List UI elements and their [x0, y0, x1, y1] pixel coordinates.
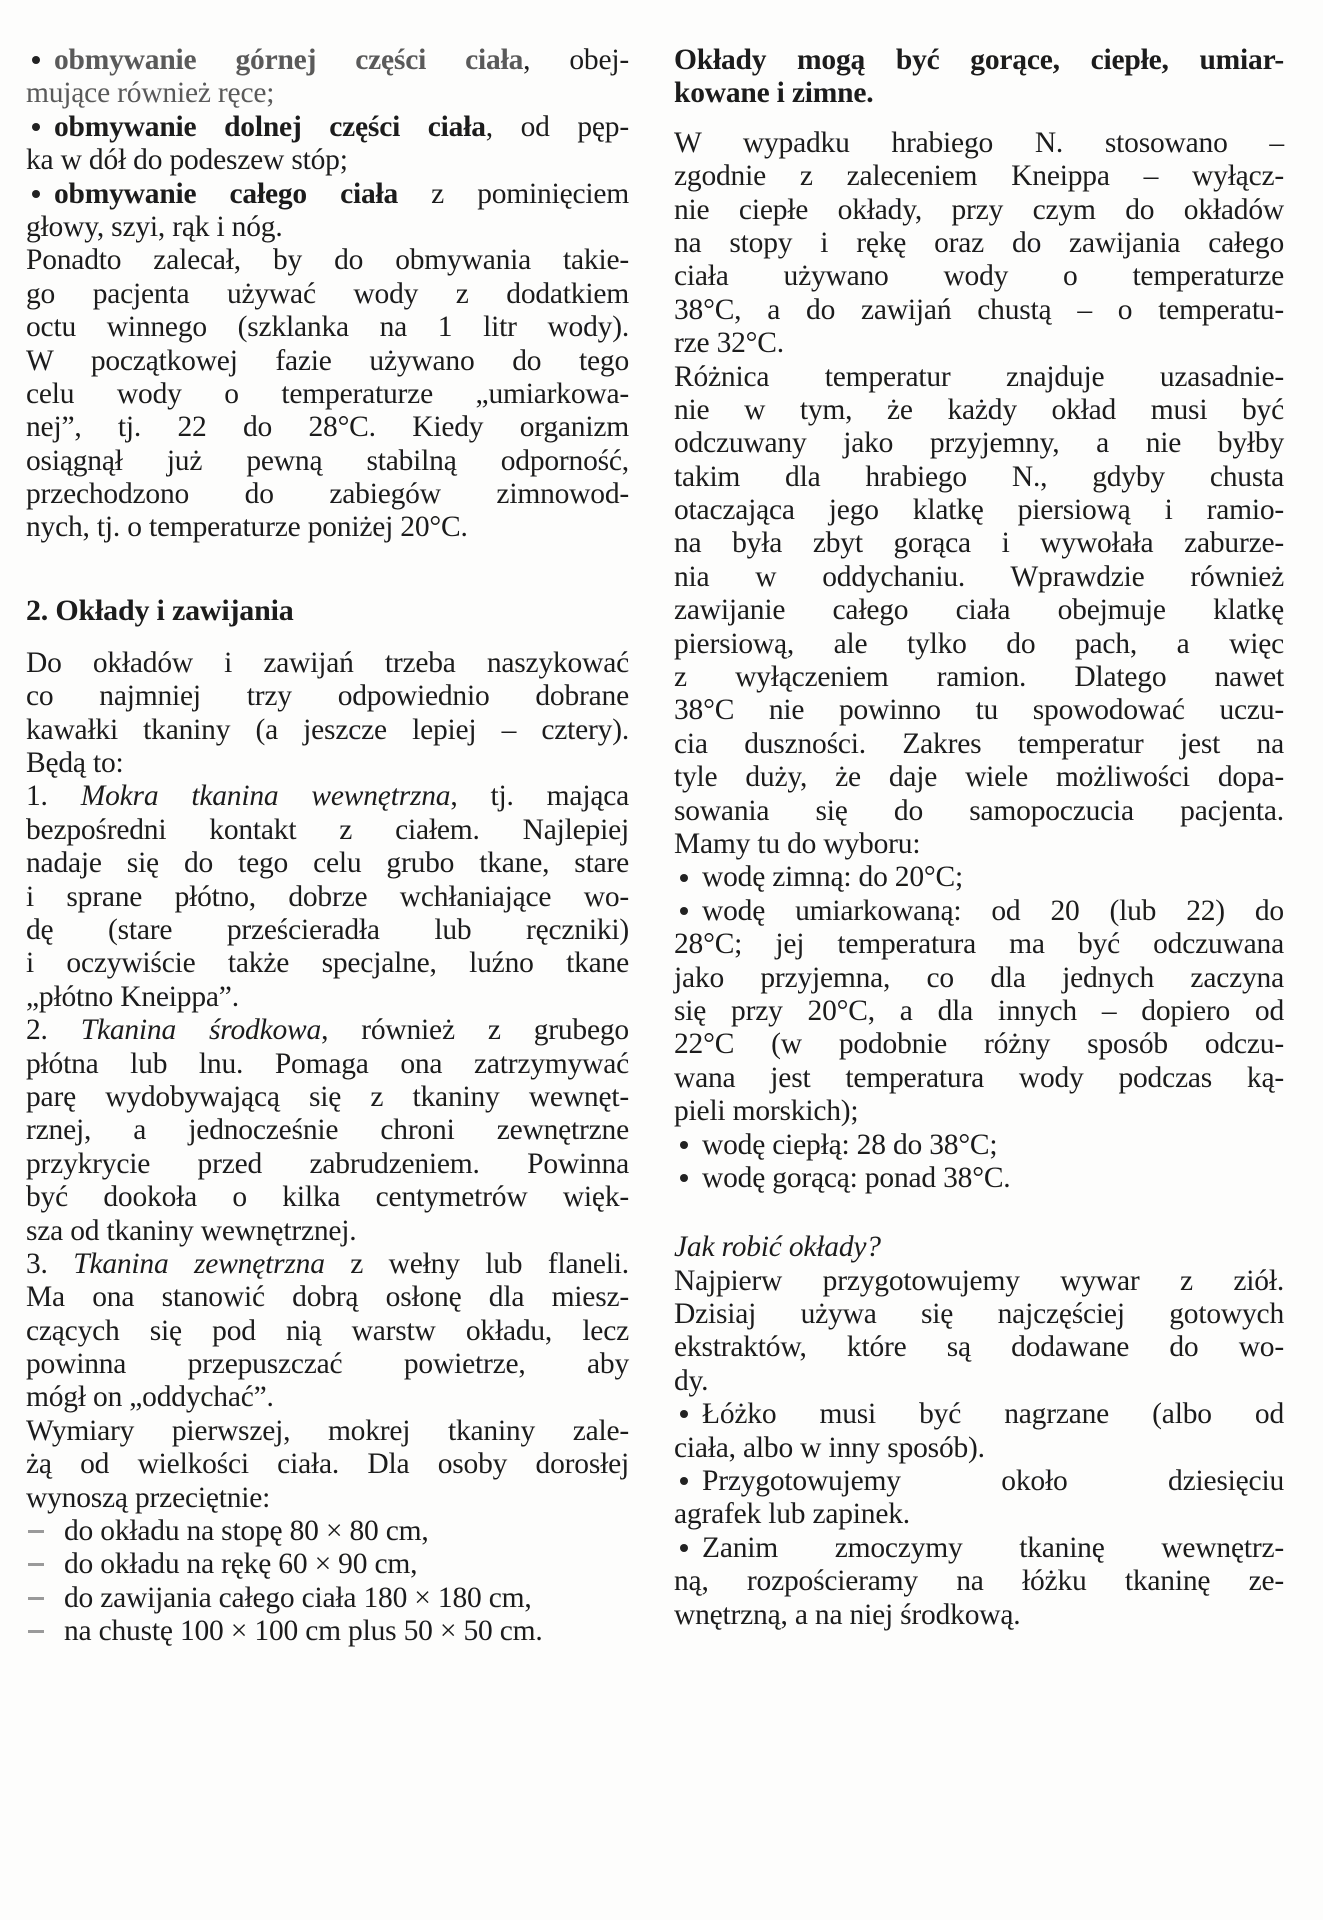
- bullet-icon: [680, 1477, 688, 1485]
- text-line: , tj. mająca: [450, 780, 629, 813]
- dash-icon: [28, 1630, 44, 1633]
- right-column: [674, 44, 1284, 1632]
- dash-icon: [28, 1563, 44, 1566]
- text-line: pieli morskich);: [674, 1095, 859, 1128]
- temperature-option: [674, 1129, 1284, 1162]
- text-line: Okłady mogą być gorące, ciepłe, umiar-: [674, 44, 1284, 76]
- text-line: ekstraktów, które są dodawane do wo-: [674, 1331, 1284, 1364]
- text-line: zgodnie z zaleceniem Kneippa – wyłącz-: [674, 160, 1284, 193]
- dimension-text: do zawijania całego ciała 180 × 180 cm,: [64, 1581, 532, 1614]
- text-line: Mamy tu do wyboru:: [674, 827, 921, 860]
- bullet-icon: [32, 190, 40, 198]
- text-line: wynoszą przeciętnie:: [26, 1481, 271, 1514]
- text-line: „płótno Kneippa”.: [26, 980, 239, 1013]
- bullet-icon: [680, 1174, 688, 1182]
- step-text: Łóżko musi być nagrzane (albo od: [702, 1398, 1284, 1431]
- text-line: takim dla hrabiego N., gdyby chusta: [674, 460, 1284, 493]
- bullet-icon: [680, 907, 688, 915]
- text-line: rze 32°C.: [674, 327, 784, 360]
- step-item: [674, 1398, 1284, 1465]
- paragraph-herbal-extract: [674, 1265, 1284, 1399]
- paragraph-count-n: [674, 127, 1284, 361]
- paragraph-vinegar: [26, 244, 629, 545]
- dash-icon: [28, 1597, 44, 1600]
- dimension-text: na chustę 100 × 100 cm plus 50 × 50 cm.: [64, 1615, 543, 1648]
- bullet-icon: [680, 1410, 688, 1418]
- text-line: z wyłączeniem ramion. Dlatego nawet: [674, 661, 1284, 694]
- text-line: celu wody o temperaturze „umiarkowa-: [26, 377, 629, 410]
- text-line: na stopy i rękę oraz do zawijania całego: [674, 226, 1284, 259]
- text-line: piersiową, ale tylko do pach, a więc: [674, 627, 1284, 660]
- text-line: ną, rozpościeramy na łóżku tkaninę ze-: [674, 1565, 1284, 1598]
- text-line: go pacjenta używać wody z dodatkiem: [26, 277, 629, 310]
- option-text: wodę ciepłą: 28 do 38°C;: [702, 1128, 998, 1161]
- item-title: Tkanina zewnętrzna: [73, 1247, 325, 1280]
- text-line: ciała używano wody o temperaturze: [674, 260, 1284, 293]
- dimension-item: [26, 1582, 629, 1615]
- step-text: Zanim zmoczymy tkaninę wewnętrz-: [702, 1531, 1284, 1564]
- text-line: się przy 20°C, a dla innych – dopiero od: [674, 994, 1284, 1027]
- step-text: Przygotowujemy około dziesięciu: [702, 1465, 1284, 1498]
- text-line: 38°C, a do zawijań chustą – o temperatu-: [674, 293, 1284, 326]
- text-line: odczuwany jako przyjemny, a nie byłby: [674, 427, 1284, 460]
- dimension-text: do okładu na stopę 80 × 80 cm,: [64, 1515, 429, 1548]
- text-line: ciała, albo w inny sposób).: [674, 1431, 985, 1464]
- text-line: przykrycie przed zabrudzeniem. Powinna: [26, 1147, 629, 1180]
- text-line: Różnica temperatur znajduje uzasadnie-: [674, 360, 1284, 393]
- dimension-item: [26, 1515, 629, 1548]
- bullet-bold-term: obmywanie całego ciała: [54, 177, 399, 210]
- text-line: i oczywiście także specjalne, luźno tkane: [26, 947, 629, 980]
- text-line: na była zbyt gorąca i wywołała zaburze-: [674, 527, 1284, 560]
- fabric-item-3: [26, 1248, 629, 1415]
- step-item: [674, 1532, 1284, 1632]
- text-line: kawałki tkaniny (a jeszcze lepiej – cztery).: [26, 713, 629, 746]
- text-line: Dzisiaj używa się najczęściej gotowych: [674, 1298, 1284, 1331]
- bullet-text: mujące również ręce;: [26, 77, 275, 110]
- bullet-text: z pominięciem: [398, 177, 629, 210]
- bold-intro: [674, 44, 1284, 111]
- item-number: 3.: [26, 1247, 48, 1280]
- text-line: otaczająca jego klatkę piersiową i ramio-: [674, 494, 1284, 527]
- text-line: sowania się do samopoczucia pacjenta.: [674, 794, 1284, 827]
- text-line: , również z grubego: [321, 1014, 629, 1047]
- bullet-item: [26, 178, 629, 245]
- text-line: bezpośredni kontakt z ciałem. Najlepiej: [26, 813, 629, 846]
- text-line: cia duszności. Zakres temperatur jest na: [674, 727, 1284, 760]
- text-line: Ponadto zalecał, by do obmywania takie-: [26, 244, 629, 277]
- text-line: żą od wielkości ciała. Dla osoby dorosłej: [26, 1448, 629, 1481]
- left-column: [26, 44, 629, 1649]
- text-line: nych, tj. o temperaturze poniżej 20°C.: [26, 511, 468, 544]
- text-line: dy.: [674, 1364, 709, 1397]
- bullet-icon: [32, 56, 40, 64]
- bullet-text: ka w dół do podeszew stóp;: [26, 144, 348, 177]
- text-line: czących się pod nią warstw okładu, lecz: [26, 1314, 629, 1347]
- text-line: z wełny lub flaneli.: [324, 1247, 629, 1280]
- bullet-icon: [680, 874, 688, 882]
- dimension-text: do okładu na rękę 60 × 90 cm,: [64, 1548, 418, 1581]
- bullet-text: , obej-: [523, 44, 629, 76]
- text-line: wnętrzną, a na niej środkową.: [674, 1598, 1021, 1631]
- bullet-item: [26, 111, 629, 178]
- text-line: płótna lub lnu. Pomaga ona zatrzymywać: [26, 1047, 629, 1080]
- bullet-icon: [680, 1141, 688, 1149]
- text-line: rznej, a jednocześnie chroni zewnętrzne: [26, 1114, 629, 1147]
- text-line: nia w oddychaniu. Wprawdzie również: [674, 560, 1284, 593]
- text-line: powinna przepuszczać powietrze, aby: [26, 1348, 629, 1381]
- paragraph-fabrics-intro: [26, 647, 629, 781]
- bullet-bold-term: obmywanie górnej części ciała: [54, 44, 524, 76]
- text-line: 22°C (w podobnie różny sposób odczu-: [674, 1028, 1284, 1061]
- text-line: kowane i zimne.: [674, 77, 874, 110]
- option-text: wodę gorącą: ponad 38°C.: [702, 1161, 1011, 1194]
- subheading: Jak robić okłady?: [674, 1231, 881, 1264]
- text-line: mógł on „oddychać”.: [26, 1381, 274, 1414]
- bullet-text: głowy, szyi, rąk i nóg.: [26, 210, 283, 243]
- fabric-item-1: [26, 780, 629, 1014]
- text-line: sza od tkaniny wewnętrznej.: [26, 1214, 357, 1247]
- option-text: wodę zimną: do 20°C;: [702, 861, 963, 894]
- text-line: Ma ona stanowić dobrą osłonę dla miesz-: [26, 1281, 629, 1314]
- text-line: zawijanie całego ciała obejmuje klatkę: [674, 594, 1284, 627]
- text-line: wana jest temperatura wody podczas ką-: [674, 1061, 1284, 1094]
- text-line: 38°C nie powinno tu spowodować uczu-: [674, 694, 1284, 727]
- text-line: i sprane płótno, dobrze wchłaniające wo-: [26, 880, 629, 913]
- text-line: W początkowej fazie używano do tego: [26, 344, 629, 377]
- step-item: [674, 1465, 1284, 1532]
- bullet-text: , od pęp-: [485, 110, 629, 143]
- text-line: W wypadku hrabiego N. stosowano –: [674, 126, 1284, 159]
- temperature-option: [674, 1162, 1284, 1195]
- text-line: przechodzono do zabiegów zimnowod-: [26, 478, 629, 511]
- temperature-options-list: [674, 861, 1284, 1195]
- text-line: Będą to:: [26, 747, 124, 780]
- dash-icon: [28, 1530, 44, 1533]
- text-line: jako przyjemna, co dla jednych zaczyna: [674, 961, 1284, 994]
- bullet-item: [26, 44, 629, 111]
- text-line: Najpierw przygotowujemy wywar z ziół.: [674, 1264, 1284, 1297]
- temperature-option: [674, 861, 1284, 894]
- text-line: octu winnego (szklanka na 1 litr wody).: [26, 311, 629, 344]
- washing-bullet-list: [26, 44, 629, 244]
- text-line: Wymiary pierwszej, mokrej tkaniny zale-: [26, 1414, 629, 1447]
- text-line: tyle duży, że daje wiele możliwości dopa-: [674, 761, 1284, 794]
- dimensions-list: [26, 1515, 629, 1649]
- section-heading: 2. Okłady i zawijania: [26, 593, 294, 627]
- fabric-item-2: [26, 1014, 629, 1248]
- text-line: Do okładów i zawijań trzeba naszykować: [26, 646, 629, 679]
- dimension-item: [26, 1615, 629, 1648]
- text-line: nie w tym, że każdy okład musi być: [674, 393, 1284, 426]
- text-line: być dookoła o kilka centymetrów więk-: [26, 1181, 629, 1214]
- dimension-item: [26, 1548, 629, 1581]
- temperature-option: [674, 895, 1284, 1129]
- text-line: nej”, tj. 22 do 28°C. Kiedy organizm: [26, 411, 629, 444]
- bullet-icon: [680, 1544, 688, 1552]
- text-line: parę wydobywającą się z tkaniny wewnęt-: [26, 1080, 629, 1113]
- text-line: osiągnął już pewną stabilną odporność,: [26, 444, 629, 477]
- text-line: dę (stare prześcieradła lub ręczniki): [26, 913, 629, 946]
- preparation-steps: [674, 1398, 1284, 1632]
- text-line: nie ciepłe okłady, przy czym do okładów: [674, 193, 1284, 226]
- text-line: co najmniej trzy odpowiednio dobrane: [26, 680, 629, 713]
- bullet-bold-term: obmywanie dolnej części ciała: [54, 110, 486, 143]
- item-number: 1.: [26, 780, 48, 813]
- paragraph-dimensions: [26, 1415, 629, 1515]
- bullet-icon: [32, 123, 40, 131]
- text-line: nadaje się do tego celu grubo tkane, stare: [26, 847, 629, 880]
- item-title: Tkanina środkowa: [80, 1014, 322, 1047]
- option-text: wodę umiarkowaną: od 20 (lub 22) do: [702, 894, 1284, 927]
- text-line: 28°C; jej temperatura ma być odczuwana: [674, 928, 1284, 961]
- item-title: Mokra tkanina wewnętrzna: [80, 780, 451, 813]
- item-number: 2.: [26, 1014, 48, 1047]
- paragraph-temperature-difference: [674, 361, 1284, 862]
- text-line: agrafek lub zapinek.: [674, 1498, 910, 1531]
